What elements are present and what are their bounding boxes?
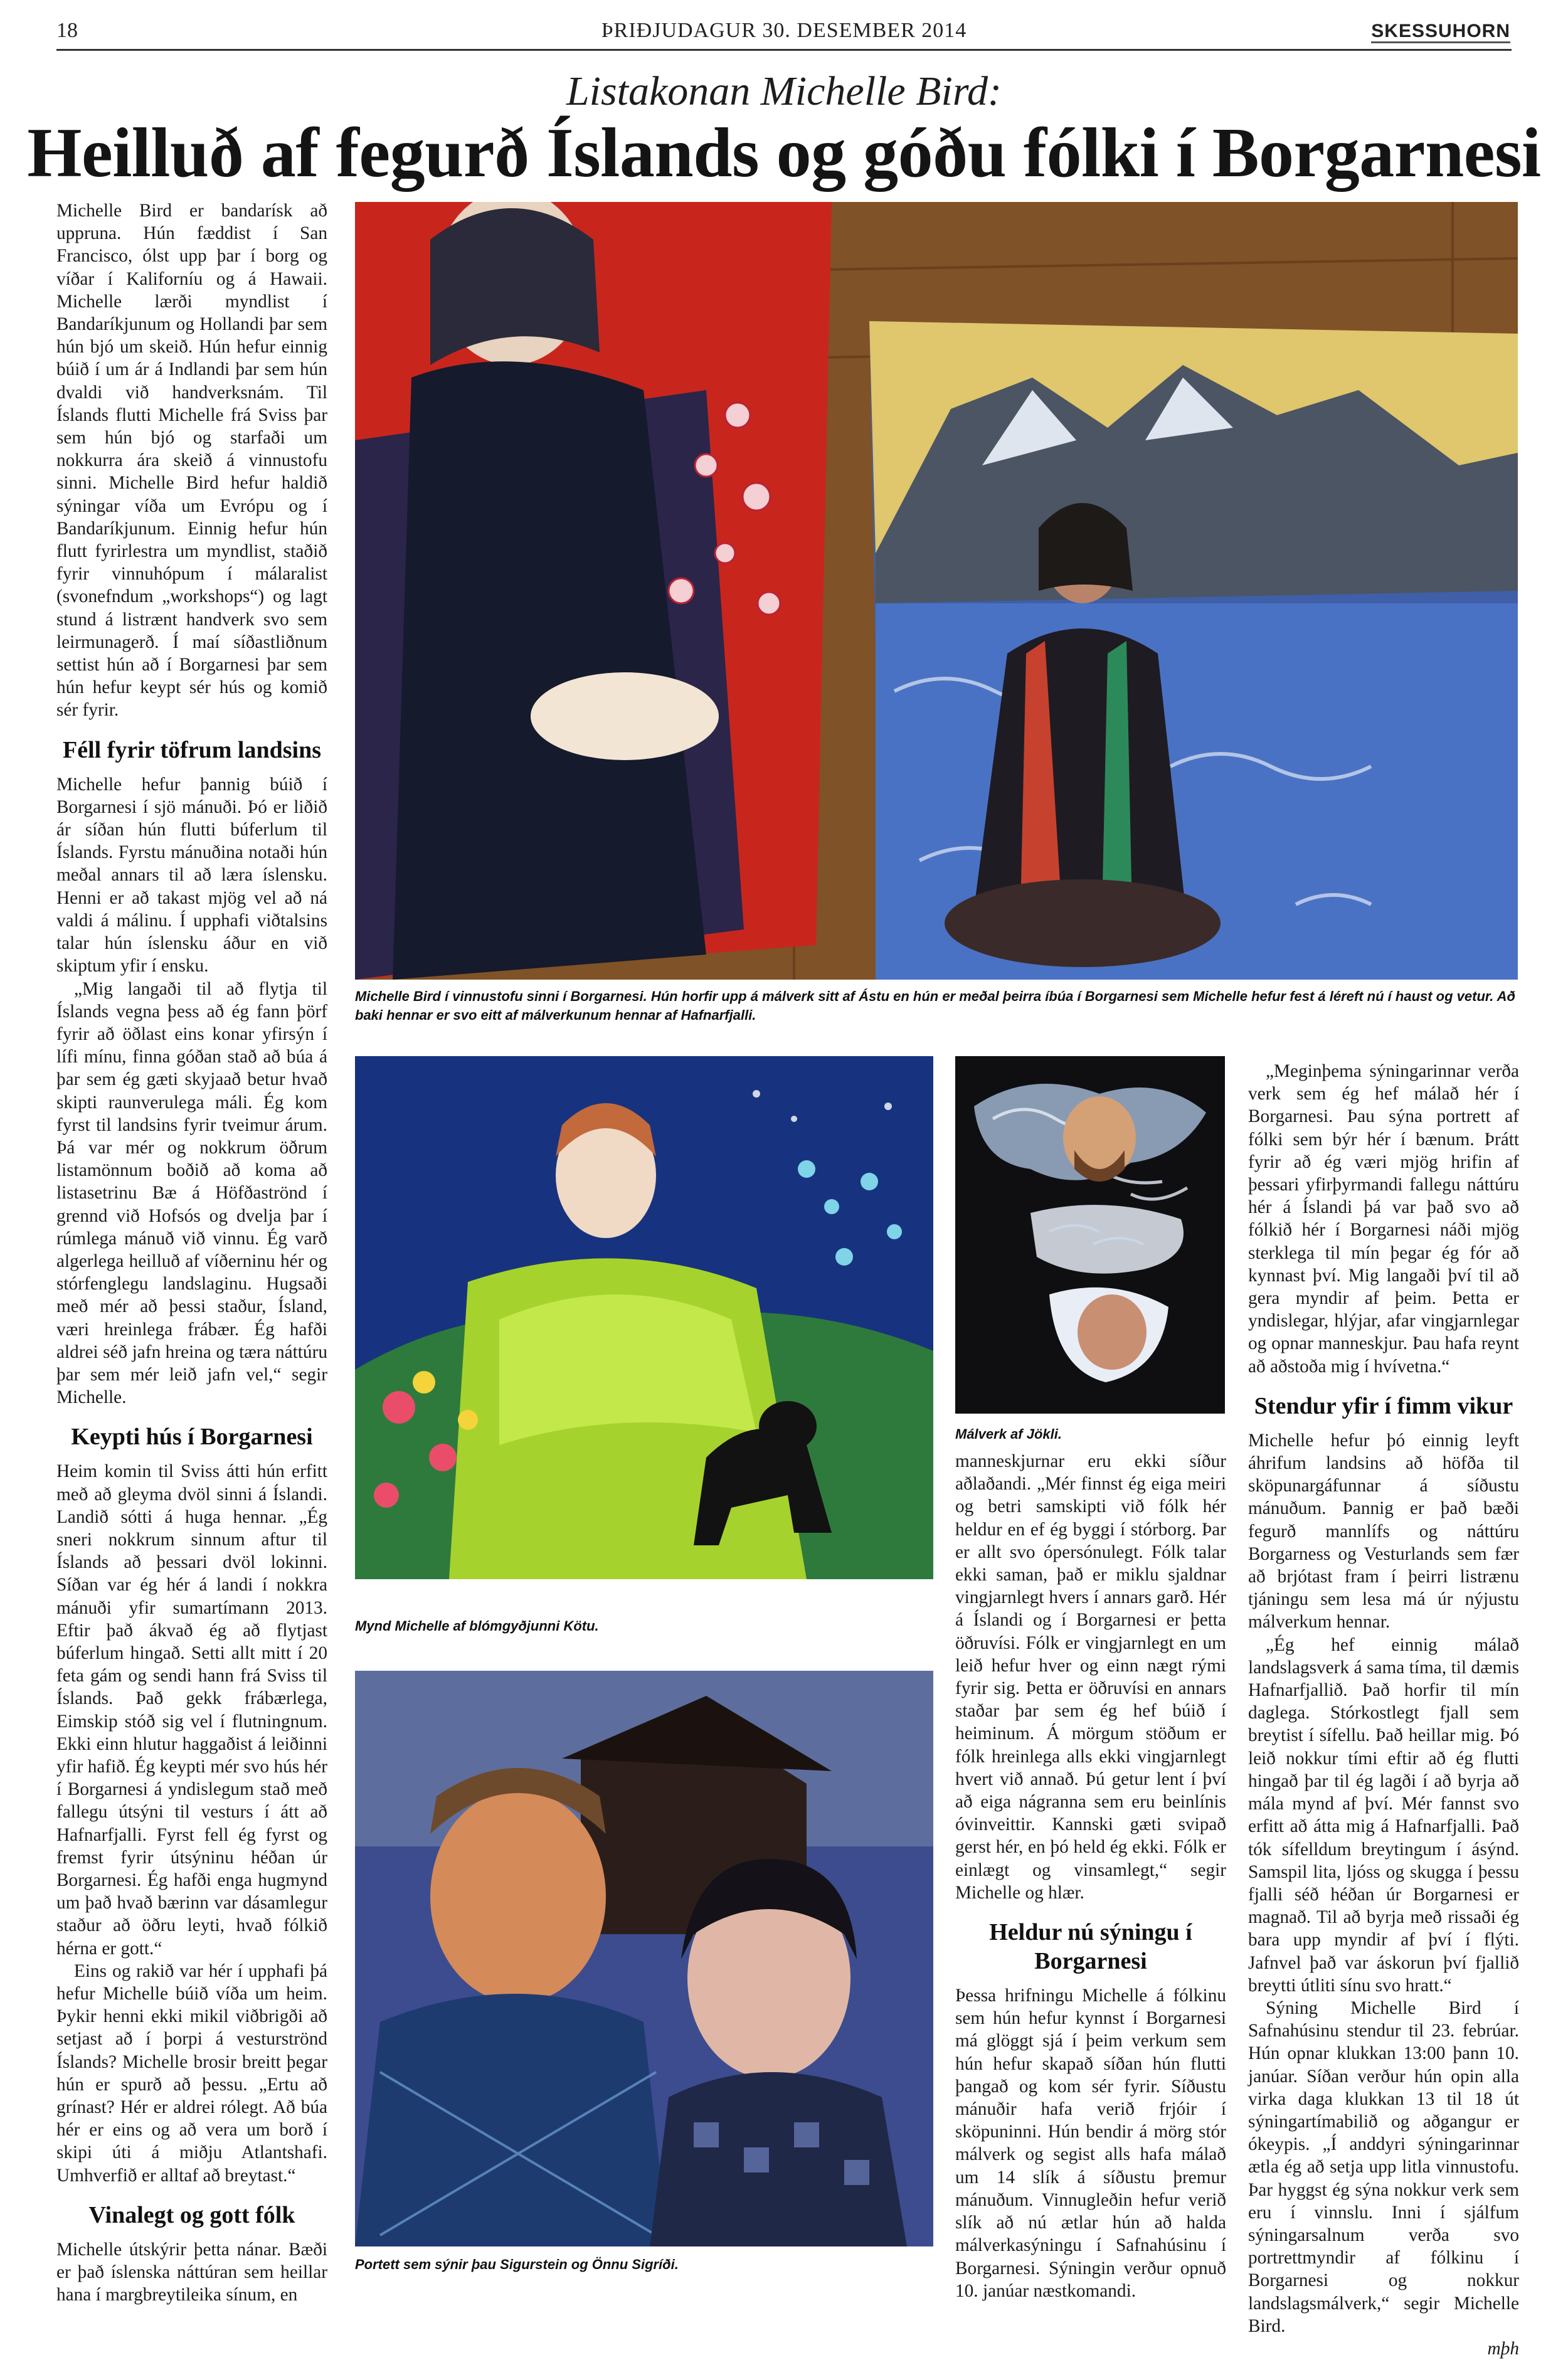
article-kicker: Listakonan Michelle Bird: (566, 68, 1002, 114)
paragraph: manneskjurnar eru ekki síður aðlaðandi. „Mér finnst ég eiga meiri og betri samskipti við fólk hér heldur en ef ég byggi í stórborg. Þar er allt svo ópersónulegt. Fólk talar ekki saman, það er miklu sjaldnar vingjarnlegt hvers í annars garð. Hér á Íslandi og í Borgarnesi er þetta öðruvísi. Fólk er vingjarnlegt en um leið hefur hver og einn nægt rými fyrir sig. Þetta er öðruvísi en annars staðar þar sem ég hef búið í heiminum. Á mörgum stöðum er fólk hreinlega alls ekki vingjarnlegt hvert við annað. Þú getur lent í því að eiga nágranna sem eru beinlínis óvinveittir. Kannski gæti svipað gerst hér, en þó held ég ekki. Fólk er einlægt og vinsamlegt,“ segir Michelle og hlær. (955, 1451, 1226, 1903)
subheading: Vinalegt og gott fólk (88, 2201, 295, 2228)
page-number: 18 (56, 19, 78, 42)
paragraph: „Meginþema sýningarinnar verða verk sem ég hef málað hér í Borgarnesi. Þau sýna portrett af fólki sem býr hér í bænum. Þrátt fyrir að ég væri mjög hrifin af þessari yfirþyrmandi fallegu náttúru hér á Íslandi þá var það svo að fólkið hér í Borgarnesi náði mjög sterklega til mín þegar ég fór að kynnast því. Mig langaði því til að gera myndir af þeim. Þetta er yndislegar, hlýjar, afar vingjarnlegar og opnar manneskjur. Þau hafa reynt að aðstoða mig í hvívetna.“ (1248, 1061, 1519, 1377)
main-photo (355, 202, 1518, 980)
main-photo-caption: Michelle Bird í vinnustofu sinni í Borgarnesi. Hún horfir upp á málverk sitt af Ástu en hún er meðal þeirra íbúa í Borgarnesi sem Michelle hefur fest á léreft nú í haust og vetur. Að baki hennar er svo eitt af málverkunum hennar af Hafnarfjalli. (355, 988, 1515, 1023)
paragraph: Michelle Bird er bandarísk að uppruna. Hún fæddist í San Francisco, ólst upp þar í borg og víðar í Kaliforníu og á Hawaii. Michelle lærði myndlist í Bandaríkjunum og Hollandi þar sem hún bjó um skeið. Hún hefur einnig búið í um ár á Indlandi þar sem hún dvaldi við handverksnám. Til Íslands flutti Michelle frá Sviss þar sem hún bjó og starfaði um nokkurra ára skeið á vinnustofu sinni. Michelle Bird hefur haldið sýningar víða um Evrópu og í Bandaríkjunum. Einnig hefur hún flutt fyrirlestra um myndlist, staðið fyrir vinnuhópum í málaralist (svonefndum „workshops“) og lagt stund á listrænt handverk svo sem leirmunagerð. Í maí síðastliðnum settist hún að í Borgarnesi þar sem hún hefur keypt sér hús og komið sér fyrir. (56, 201, 327, 721)
issue-date: ÞRIÐJUDAGUR 30. DESEMBER 2014 (601, 19, 967, 42)
header-rule (56, 49, 1512, 51)
jokull-painting (955, 1056, 1225, 1414)
portrait-caption: Portett sem sýnir þau Sigurstein og Önnu Sigríði. (355, 2257, 679, 2272)
subheading: Keypti hús í Borgarnesi (71, 1424, 313, 1451)
column-1 (56, 199, 327, 2306)
byline: mþh (1487, 2338, 1519, 2359)
couple-portrait-painting (355, 1671, 933, 2246)
paragraph: Heim komin til Sviss átti hún erfitt með að gleyma dvöl sinni á Íslandi. Landið sótti á huga hennar. „Ég sneri nokkrum sinnum aftur til Íslands að þessari dvöl lokinni. Síðan var ég hér á landi í nokkra mánuði yfir sumartímann 2013. Eftir það ákvað ég að flytjast búferlum hingað. Setti allt mitt í 20 feta gám og sendi hann frá Sviss til Íslands. Það gekk frábærlega, Eimskip stóð sig vel í flutningnum. Ekki einn hlutur haggaðist á leiðinni yfir hafið. Ég keypti mér svo hús hér í Borgarnesi á yndislegum stað með fallegu útsýni til vesturs í átt að Hafnarfjalli. Fyrst fell ég fyrst og fremst fyrir útsýninu héðan úr Borgarnesi. Ég hafði enga hugmynd um það hvað bærinn var dásamlegur staður að öðru leyti, hvað fólkið hérna er gott.“ (56, 1461, 327, 1959)
article-title: Heilluð af fegurð Íslands og góðu fólki í Borgarnesi (27, 114, 1541, 192)
subheading: Féll fyrir töfrum landsins (62, 736, 321, 763)
subheading: Stendur yfir í fimm vikur (1254, 1392, 1513, 1419)
paragraph: Michelle útskýrir þetta nánar. Bæði er það íslenska náttúran sem heillar hana í margbreytileika sínum, en (56, 2239, 327, 2305)
paragraph: Þessa hrifningu Michelle á fólkinu sem hún hefur kynnst í Borgarnesi má glöggt sjá í þeim verkum sem hún hefur skapað síðan hún flutti þangað og kom sér fyrir. Síðustu mánuðir hafa verið frjóir í sköpuninni. Hún bendir á mörg stór málverk og segist alls hafa málað um 14 slík á síðustu þremur mánuðum. Vinnugleðin hefur verið slík að nú ætlar hún að halda málverkasýningu í Safnahúsinu í Borgarnesi. Sýningin verður opnuð 10. janúar næstkomandi. (955, 1986, 1226, 2301)
paragraph: Sýning Michelle Bird í Safnahúsinu stendur til 23. febrúar. Hún opnar klukkan 13:00 þann 10. janúar. Síðan verður hún opin alla virka daga klukkan 13 til 18 út sýningartímabilið og aðgangur er ókeypis. „Í anddyri sýningarinnar ætla ég að setja upp litla vinnustofu. Þar hyggst ég sýna nokkur verk sem eru í vinnslu. Inni í sjálfum sýningarsalnum verða svo portrettmyndir af fólkinu í Borgarnesi og nokkur landslagsmálverk,“ segir Michelle Bird. (1248, 1998, 1519, 2336)
paragraph: „Mig langaði til að flytja til Íslands vegna þess að ég fann þörf fyrir að öðlast eins konar yfirsýn í lífi mínu, finna góðan stað að búa á þar sem ég gæti skyjaað betur hvað skipti raunverulega máli. Ég kom fyrst til landsins fyrir tveimur árum. Þá var mér og nokkrum öðrum listamönnum boðið að koma að listasetrinu Bæ á Höfðaströnd í grennd við Hofsós og dvelja þar í rúmlega mánuð við vinnu. Ég varð algerlega heilluð af víðerninu hér og stórfenglegu landslaginu. Hugsaði með mér að þessi staður, Ísland, væri hreinlega frábær. Ég hafði aldrei séð jafn hreina og tæra náttúru þar sem mér leið jafn vel,“ segir Michelle. (56, 978, 327, 1408)
subheading: Heldur nú sýningu í Borgarnesi (989, 1919, 1192, 1975)
paragraph: „Ég hef einnig málað landslagsverk á sama tíma, til dæmis Hafnarfjallið. Það horfir til mín daglega. Stórkostlegt fjall sem breytist í sífellu. Það heillar mig. Þó leið nokkur tími eftir að ég flutti hingað þar til ég lagði í að byrja að mála mynd af því. Mér fannst svo erfitt að átta mig á Hafnarfjalli. Það tók sífelldum breytingum í ásýnd. Samspil lita, ljóss og skugga í þessu fjalli séð héðan úr Borgarnesi er magnað. Til að byrja með rissaði ég bara upp myndir af því í flýti. Jafnvel það var áskorun því fjallið breytti útliti sínu svo hratt.“ (1248, 1634, 1519, 1996)
paragraph: Michelle hefur þó einnig leyft áhrifum landsins að höfða til sköpunargáfunnar á síðustu mánuðum. Þannig er það bæði fegurð mannlífs og náttúru Borgarness og Vesturlands sem fær að brjótast fram í þeirri listrænu tjáningu sem lesa má úr nýjustu málverkum hennar. (1248, 1430, 1519, 1632)
jokull-caption: Málverk af Jökli. (955, 1426, 1062, 1442)
flower-painting-caption: Mynd Michelle af blómgyðjunni Kötu. (355, 1618, 599, 1634)
paragraph: Eins og rakið var hér í upphafi þá hefur Michelle búið víða um heim. Þykir henni ekki mikil viðbrigði að setjast að í þorpi á vesturströnd Íslands? Michelle brosir breitt þegar hún er spurð að þessu. „Ertu að grínast? Hér er aldrei rólegt. Að búa hér er eins og að vera um borð í skipi úti á miðju Atlantshafi. Umhverfið er alltaf að breytast.“ (56, 1960, 327, 2186)
paragraph: Michelle hefur þannig búið í Borgarnesi í sjö mánuði. Þó er liðið ár síðan hún flutti búferlum til Íslands. Fyrstu mánuðina notaði hún meðal annars til að læra íslensku. Henni er að takast mjög vel að ná valdi á málinu. Í upphafi viðtalsins talar hún íslensku áður en við skiptum yfir í ensku. (56, 774, 327, 976)
masthead-logo: SKESSUHORN (1371, 21, 1510, 43)
column-4 (1248, 1060, 1519, 2360)
flower-goddess-painting (355, 1056, 933, 1579)
column-3 (955, 1450, 1226, 2302)
